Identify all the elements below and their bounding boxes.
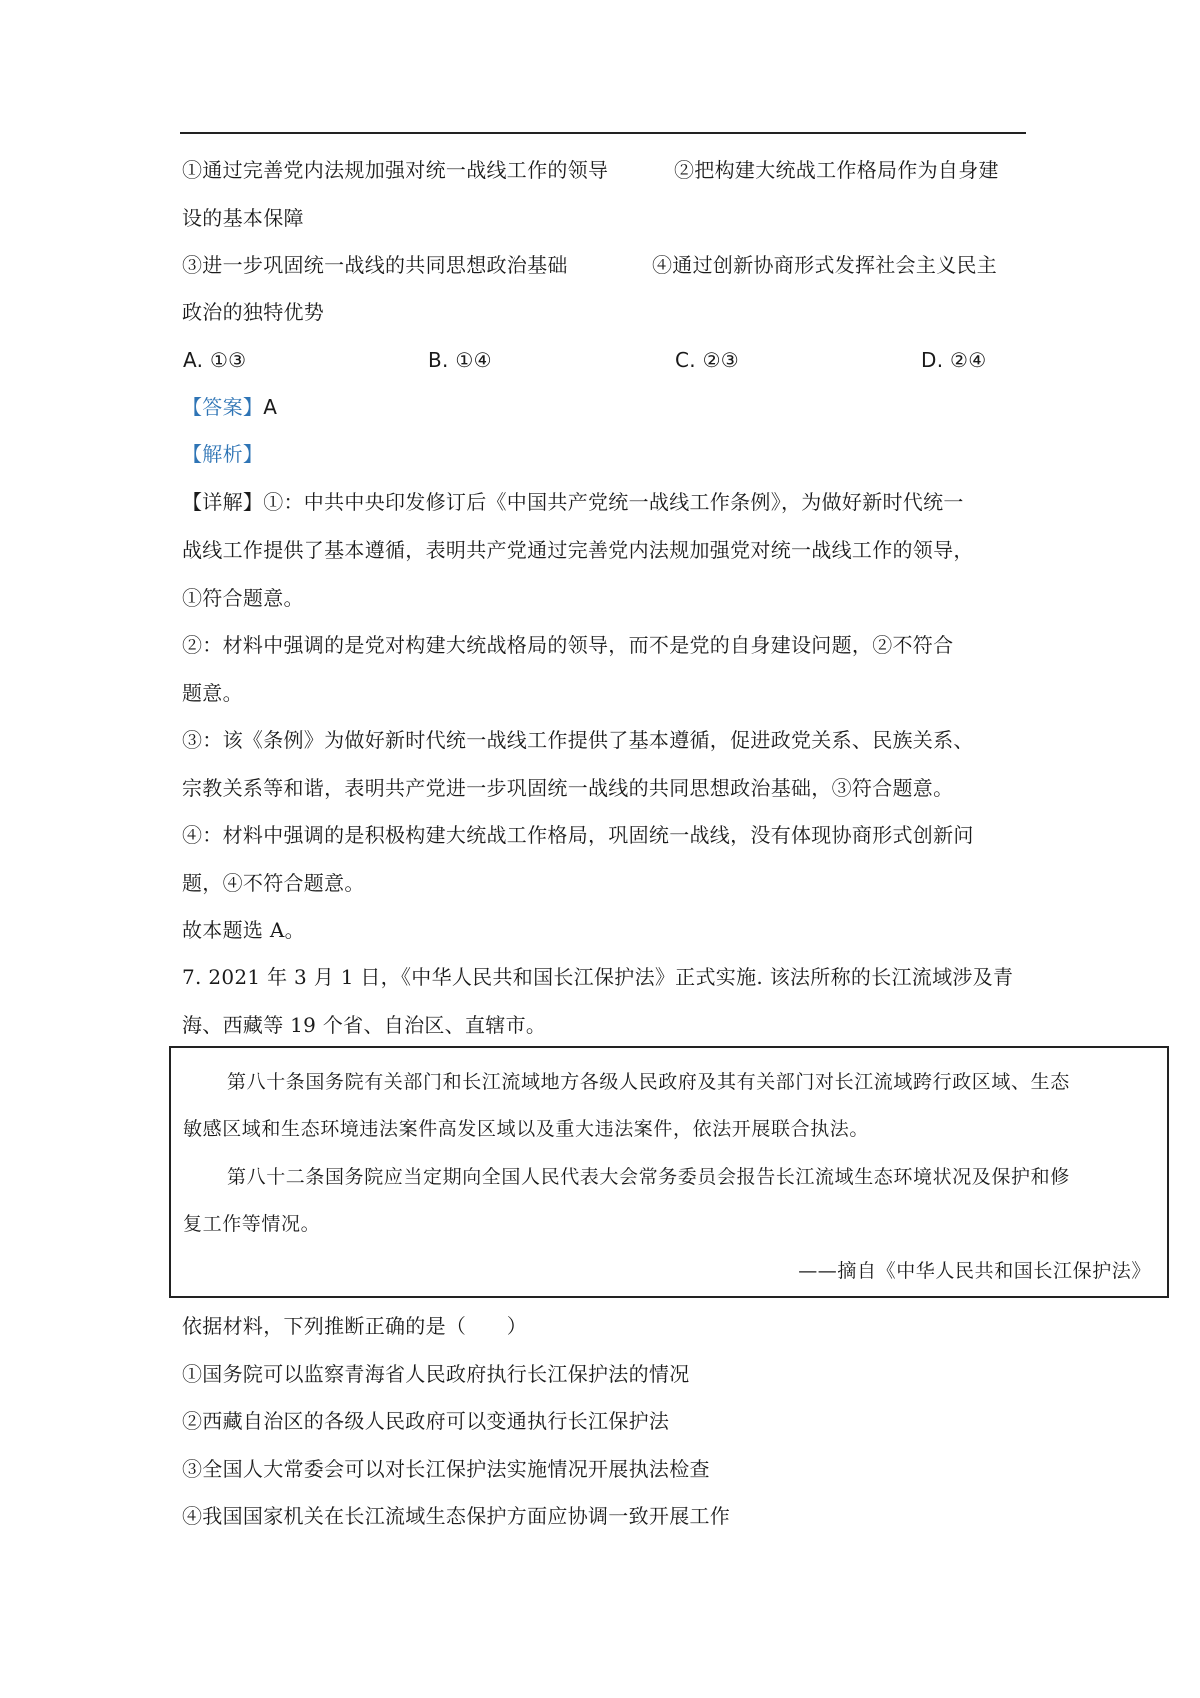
option-3: ③进一步巩固统一战线的共同思想政治基础 [182,253,568,277]
answer-line [182,394,277,420]
excerpt-line: 第八十条国务院有关部门和长江流域地方各级人民政府及其有关部门对长江流域跨行政区域、生态 [227,1071,1070,1093]
choice-c: C. ②③ [675,348,740,372]
question-7-option: ①国务院可以监察青海省人民政府执行长江保护法的情况 [182,1362,690,1386]
excerpt-line: 第八十二条国务院应当定期向全国人民代表大会常务委员会报告长江流域生态环境状况及保护和修 [227,1166,1070,1188]
question-7-option: ②西藏自治区的各级人民政府可以变通执行长江保护法 [182,1409,670,1433]
option-1: ①通过完善党内法规加强对统一战线工作的领导 [182,158,609,182]
analysis-line: ④：材料中强调的是积极构建大统战工作格局，巩固统一战线，没有体现协商形式创新问 [182,823,974,847]
law-excerpt-box [169,1046,1169,1298]
analysis-line: ②：材料中强调的是党对构建大统战格局的领导，而不是党的自身建设问题，②不符合 [182,633,954,657]
choice-a: A. ①③ [183,348,247,372]
analysis-line: 题意。 [182,681,243,705]
analysis-line: ③：该《条例》为做好新时代统一战线工作提供了基本遵循，促进政党关系、民族关系、 [182,728,974,752]
analysis-line: 【详解】①：中共中央印发修订后《中国共产党统一战线工作条例》，为做好新时代统一 [182,490,964,514]
option-4: ④通过创新协商形式发挥社会主义民主 [652,253,998,277]
option-4-continued: 政治的独特优势 [182,300,325,324]
question-7-option: ④我国国家机关在长江流域生态保护方面应协调一致开展工作 [182,1504,731,1528]
question-7-stem: 7. 2021 年 3 月 1 日，《中华人民共和国长江保护法》正式实施. 该法所称的长江流域涉及青 [182,965,1014,989]
excerpt-line: 敏感区域和生态环境违法案件高发区域以及重大违法案件，依法开展联合执法。 [183,1118,870,1140]
choice-d: D. ②④ [921,348,987,372]
analysis-conclusion: 故本题选 A。 [182,918,305,942]
analysis-line: 战线工作提供了基本遵循，表明共产党通过完善党内法规加强党对统一战线工作的领导， [182,538,974,562]
choice-b: B. ①④ [428,348,492,372]
excerpt-line: 复工作等情况。 [183,1213,321,1235]
question-7-prompt: 依据材料，下列推断正确的是（ ） [182,1314,528,1338]
analysis-label: 【解析】 [182,442,264,466]
analysis-line: 题，④不符合题意。 [182,871,365,895]
answer-value: A [263,395,278,419]
analysis-line: 宗教关系等和谐，表明共产党进一步巩固统一战线的共同思想政治基础，③符合题意。 [182,776,954,800]
header-rule [180,132,1026,134]
question-7-stem: 海、西藏等 19 个省、自治区、直辖市。 [182,1013,547,1037]
question-7-option: ③全国人大常委会可以对长江保护法实施情况开展执法检查 [182,1457,710,1481]
option-2-continued: 设的基本保障 [182,206,304,230]
answer-label: 【答案】 [182,395,264,419]
option-2: ②把构建大统战工作格局作为自身建 [674,158,999,182]
analysis-line: ①符合题意。 [182,586,304,610]
excerpt-source: ——摘自《中华人民共和国长江保护法》 [798,1260,1151,1282]
